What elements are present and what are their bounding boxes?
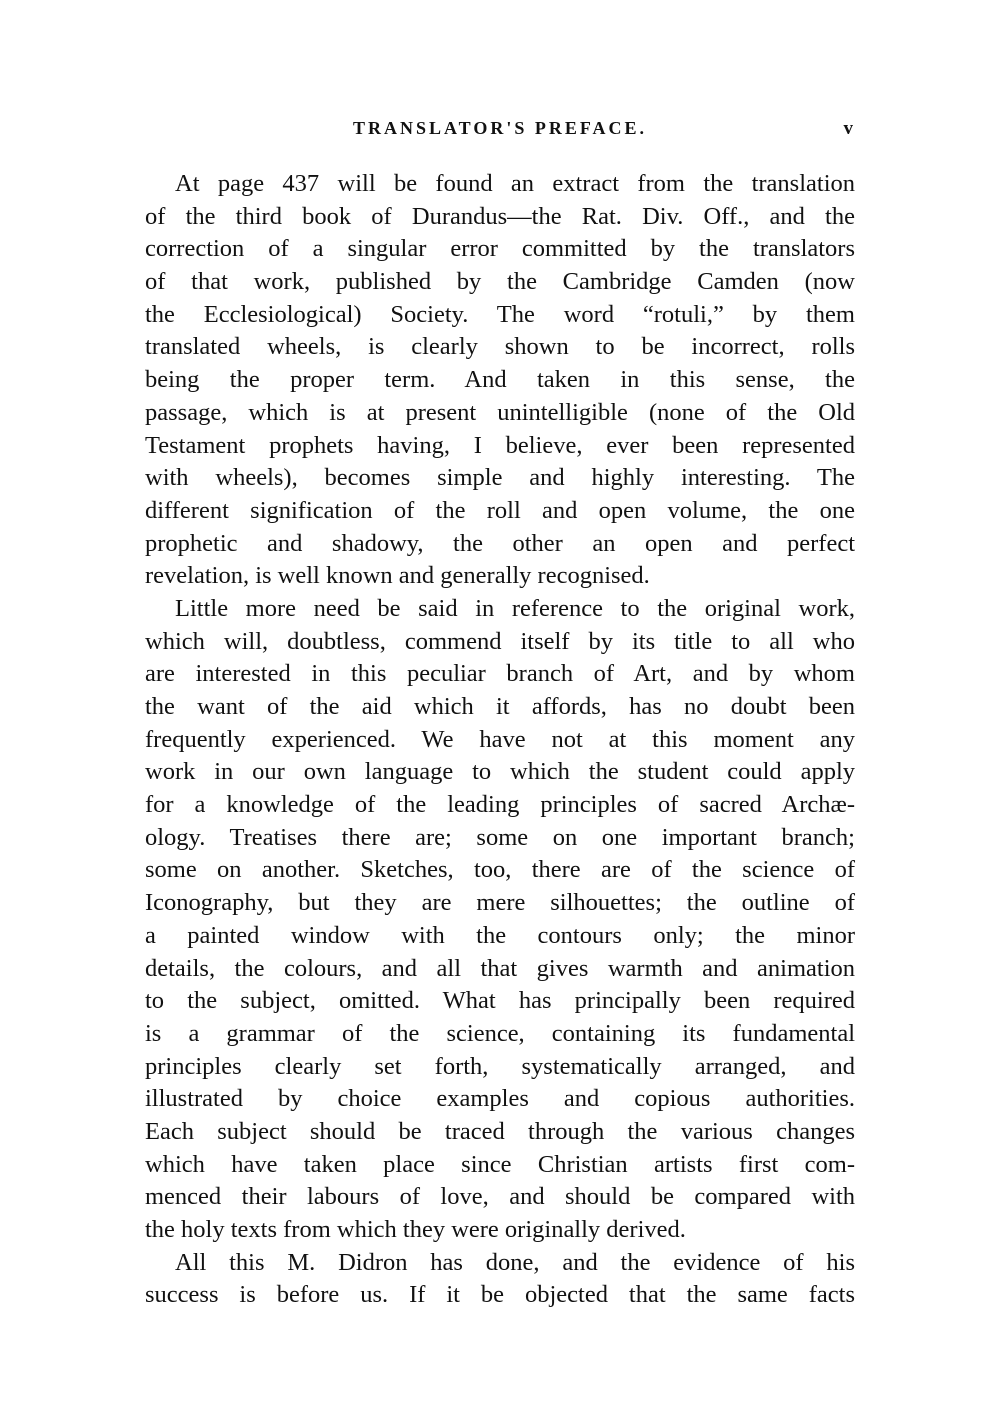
text-line: illustrated by choice examples and copious authorities. — [145, 1085, 855, 1113]
page-number: v — [843, 118, 853, 139]
text-line: correction of a singular error committed by the translators — [145, 235, 855, 263]
running-head — [145, 118, 855, 148]
text-line: details, the colours, and all that gives warmth and animation — [145, 954, 855, 982]
text-line: Testament prophets having, I believe, ever been represented — [145, 431, 855, 459]
text-line: are interested in this peculiar branch of Art, and by whom — [145, 660, 855, 688]
text-line: frequently experienced. We have not at this moment any — [145, 725, 855, 753]
text-line: Iconography, but they are mere silhouettes; the outline of — [145, 889, 855, 917]
text-line: some on another. Sketches, too, there are of the science of — [145, 856, 855, 884]
paragraph-2 — [145, 593, 855, 1247]
text-line: ology. Treatises there are; some on one important branch; — [145, 823, 855, 851]
body-text — [145, 168, 855, 1312]
text-line: is a grammar of the science, containing its fundamental — [145, 1019, 855, 1047]
paragraph-3 — [145, 1247, 855, 1312]
text-line: All this M. Didron has done, and the evidence of his — [175, 1248, 855, 1276]
text-line: translated wheels, is clearly shown to be incorrect, rolls — [145, 333, 855, 361]
paragraph-1 — [145, 168, 855, 593]
text-line: to the subject, omitted. What has principally been required — [145, 987, 855, 1015]
text-line: different signification of the roll and open volume, the one — [145, 496, 855, 524]
text-line: success is before us. If it be objected that the same facts — [145, 1281, 855, 1309]
text-line: with wheels), becomes simple and highly interesting. The — [145, 464, 855, 492]
text-line: which have taken place since Christian artists first com- — [145, 1150, 855, 1178]
text-line: the Ecclesiological) Society. The word “rotuli,” by them — [145, 300, 855, 328]
text-line: passage, which is at present unintelligible (none of the Old — [145, 398, 855, 426]
text-line: At page 437 will be found an extract from the translation — [175, 170, 855, 197]
text-line: Each subject should be traced through the various changes — [145, 1117, 855, 1145]
text-line: which will, doubtless, commend itself by its title to all who — [145, 627, 855, 655]
text-line: menced their labours of love, and should be compared with — [145, 1183, 855, 1211]
text-line: being the proper term. And taken in this sense, the — [145, 366, 855, 394]
text-line: work in our own language to which the student could apply — [145, 758, 855, 786]
text-line: revelation, is well known and generally recognised. — [145, 562, 650, 590]
text-line: of the third book of Durandus—the Rat. Div. Off., and the — [145, 202, 855, 230]
text-line: a painted window with the contours only; the minor — [145, 921, 855, 949]
text-line: the holy texts from which they were originally derived. — [145, 1216, 686, 1243]
running-title: TRANSLATOR'S PREFACE. — [352, 118, 648, 138]
text-line: the want of the aid which it affords, has no doubt been — [145, 693, 855, 720]
text-line: Little more need be said in reference to the original work, — [175, 594, 855, 622]
text-line: principles clearly set forth, systematically arranged, and — [145, 1052, 855, 1080]
text-line: of that work, published by the Cambridge Camden (now — [145, 268, 855, 296]
text-line: for a knowledge of the leading principles of sacred Archæ- — [145, 791, 855, 819]
text-line: prophetic and shadowy, the other an open and perfect — [145, 529, 855, 557]
